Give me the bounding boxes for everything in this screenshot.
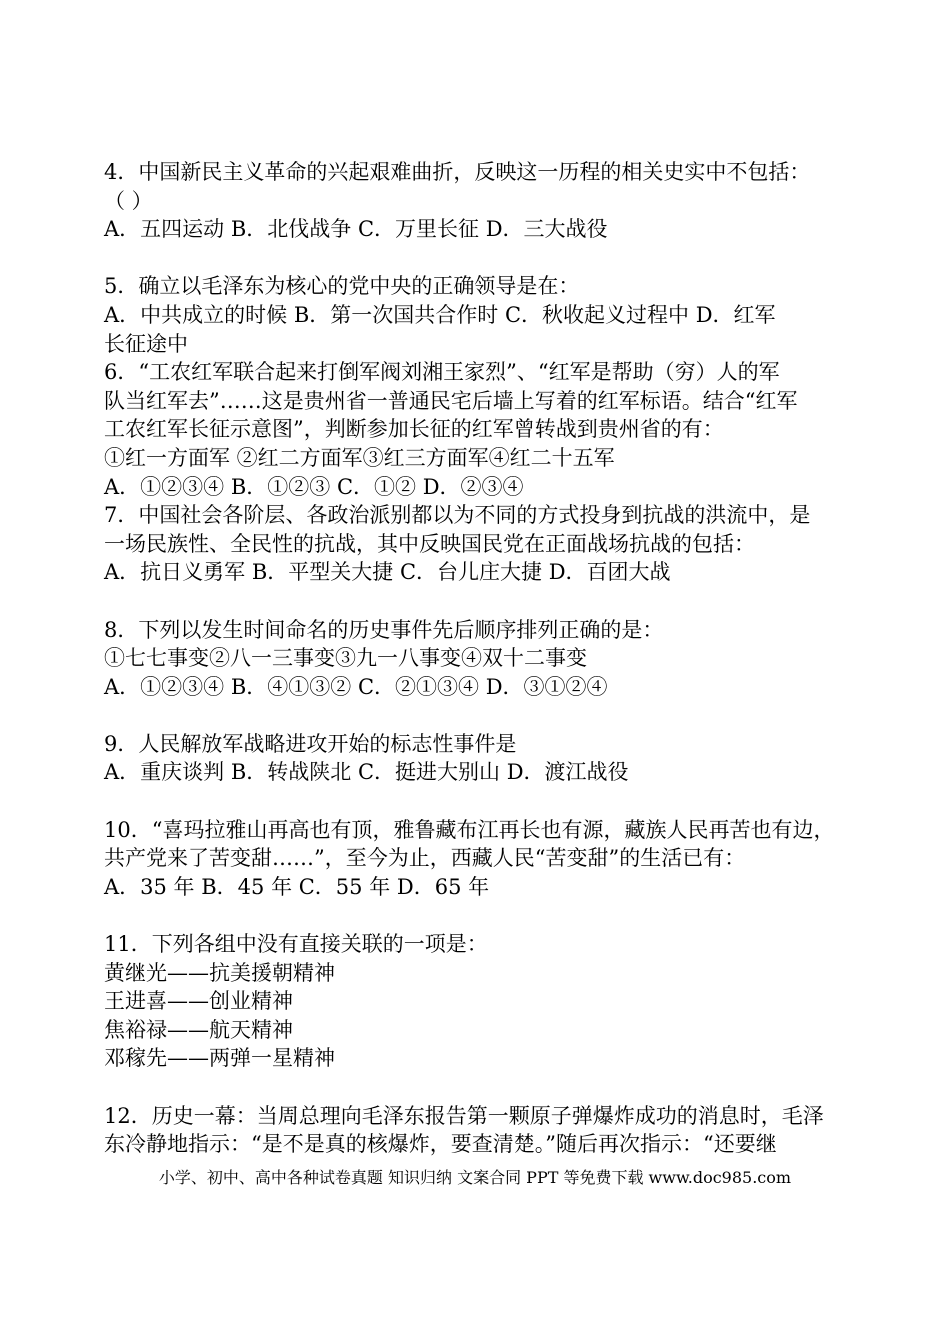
page-footer: 小学、初中、高中各种试卷真题 知识归纳 文案合同 PPT 等免费下载 www.doc985.com bbox=[158, 1168, 792, 1187]
question-7-stem: 7．中国社会各阶层、各政治派别都以为不同的方式投身到抗战的洪流中，是 bbox=[104, 503, 811, 528]
question-5-options: A．中共成立的时候 B．第一次国共合作时 C．秋收起义过程中 D．红军 bbox=[104, 302, 776, 327]
spacer bbox=[104, 244, 854, 273]
question-list bbox=[104, 158, 854, 1159]
question-12 bbox=[104, 1102, 854, 1159]
question-9 bbox=[104, 730, 854, 787]
question-12-stem-cont: 东冷静地指示：“是不是真的核爆炸，要查清楚。”随后再次指示：“还要继 bbox=[104, 1132, 777, 1157]
question-11 bbox=[104, 930, 854, 1073]
question-6-stem-cont: 工农红军长征示意图”，判断参加长征的红军曾转战到贵州省的有： bbox=[104, 417, 724, 442]
spacer bbox=[104, 587, 854, 616]
question-11-item: 邓稼先——两弹一星精神 bbox=[104, 1046, 335, 1071]
question-6-stem-cont: 队当红军去”……这是贵州省一普通民宅后墙上写着的红军标语。结合“红军 bbox=[104, 388, 798, 413]
spacer bbox=[104, 1073, 854, 1102]
question-6-items: ①红一方面军 ②红二方面军③红三方面军④红二十五军 bbox=[104, 445, 615, 470]
question-7 bbox=[104, 501, 854, 587]
question-6 bbox=[104, 358, 854, 501]
question-4-stem: 4．中国新民主义革命的兴起艰难曲折，反映这一历程的相关史实中不包括： bbox=[104, 160, 811, 184]
question-10-options: A．35 年 B．45 年 C．55 年 D．65 年 bbox=[104, 874, 490, 899]
question-8-stem: 8．下列以发生时间命名的历史事件先后顺序排列正确的是： bbox=[104, 617, 664, 642]
question-4 bbox=[104, 158, 854, 244]
question-4-options: A．五四运动 B．北伐战争 C．万里长征 D．三大战役 bbox=[104, 217, 608, 242]
question-7-options: A．抗日义勇军 B．平型关大捷 C．台儿庄大捷 D．百团大战 bbox=[104, 560, 671, 585]
question-4-answer-blank: （ ） bbox=[104, 188, 153, 213]
question-10-stem-cont: 共产党来了苦变甜……”，至今为止，西藏人民“苦变甜”的生活已有： bbox=[104, 846, 746, 871]
question-8-options: A．①②③④ B．④①③② C．②①③④ D．③①②④ bbox=[104, 674, 608, 699]
spacer bbox=[104, 701, 854, 730]
question-8-items: ①七七事变②八一三事变③九一八事变④双十二事变 bbox=[104, 646, 587, 671]
question-11-stem: 11．下列各组中没有直接关联的一项是： bbox=[104, 932, 488, 957]
question-6-options: A．①②③④ B．①②③ C．①② D．②③④ bbox=[104, 474, 524, 499]
question-7-stem-cont: 一场民族性、全民性的抗战，其中反映国民党在正面战场抗战的包括： bbox=[104, 531, 755, 556]
question-5 bbox=[104, 272, 854, 358]
question-10 bbox=[104, 816, 854, 902]
question-11-item: 王进喜——创业精神 bbox=[104, 989, 293, 1014]
question-5-options-cont: 长征途中 bbox=[104, 331, 188, 356]
question-5-stem: 5．确立以毛泽东为核心的党中央的正确领导是在： bbox=[104, 274, 580, 299]
question-8 bbox=[104, 616, 854, 702]
question-9-options: A．重庆谈判 B．转战陕北 C．挺进大别山 D．渡江战役 bbox=[104, 760, 629, 785]
question-6-stem: 6．“工农红军联合起来打倒军阀刘湘王家烈”、“红军是帮助（穷）人的军 bbox=[104, 360, 780, 385]
spacer bbox=[104, 787, 854, 816]
question-12-stem: 12．历史一幕：当周总理向毛泽东报告第一颗原子弹爆炸成功的消息时，毛泽 bbox=[104, 1103, 824, 1128]
spacer bbox=[104, 901, 854, 930]
question-11-item: 黄继光——抗美援朝精神 bbox=[104, 960, 335, 985]
question-9-stem: 9．人民解放军战略进攻开始的标志性事件是 bbox=[104, 731, 517, 756]
question-10-stem: 10．“喜玛拉雅山再高也有顶，雅鲁藏布江再长也有源，藏族人民再苦也有边， bbox=[104, 817, 835, 842]
question-11-item: 焦裕禄——航天精神 bbox=[104, 1017, 293, 1042]
